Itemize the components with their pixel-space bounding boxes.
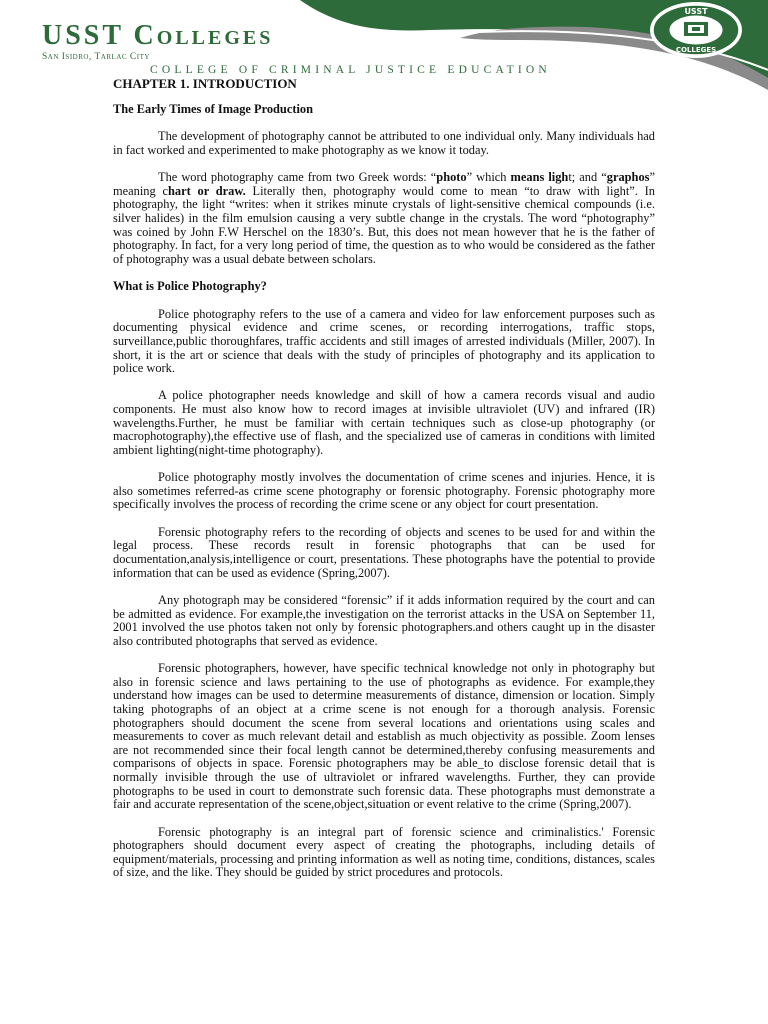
- paragraph-7: Any photograph may be considered “forensic” if it adds information required by the court and can be admitted as evidence. For example,the investigation on the terrorist attacks in the USA on September 11, 2001 involved the use photos taken not only by forensic photographers.and others caught up in the disaster also contributed photographs that served as evidence.: [113, 593, 655, 648]
- chapter-title: CHAPTER 1. INTRODUCTION: [113, 76, 297, 91]
- paragraph-4: A police photographer needs knowledge and skill of how a camera records visual and audio components. He must also know how to record images at invisible ultraviolet (UV) and infrared (IR) wavelengths.Further, he must be familiar with certain techniques such as close-up photography (or macrophotography),the effective use of flash, and the specialized use of cameras in conditions with limited ambient lighting(night-time photography).: [113, 388, 655, 457]
- paragraph-6: Forensic photography refers to the recording of objects and scenes to be used for and within the legal process. These records result in forensic photographs that can be used for documentation,analysis,intelligence or court, presentations. These photographs have the potential to provide information that can be used as evidence (Spring,2007).: [113, 524, 655, 580]
- paragraph-2: [113, 171, 655, 266]
- document-body: [113, 77, 655, 894]
- p2-term-chart-or-draw: hart or draw.: [167, 183, 246, 198]
- paragraph-9: Forensic photography is an integral part of forensic science and criminalistics.' Forensic photographers should document every aspect of creating the photographs, including details of equipment/materials, processing and printing information as well as noting time, conditions, distances, scales of size, and the like. They should be guided by strict procedures and protocols.: [113, 824, 655, 880]
- paragraph-1: The development of photography cannot be attributed to one individual only. Many individuals had in fact worked and experimented to make photography as we know it today.: [113, 129, 655, 157]
- p2-text-g: ” meaning c: [113, 170, 655, 198]
- p2-text-a: The word photography came from two Greek words: “: [158, 170, 437, 185]
- section-title-early-times: The Early Times of Image Production: [113, 101, 313, 116]
- p2-text-i: Literally then, photography would come to mean “to draw with light”. In photography, the light “writes: when it strikes minute crystals of light-sensitive chemical compounds (i.e. silver halides) in the film emulsion causing a very subtle change in the crystals. The word “photography” was coined by John F.W Herschel on the 1830’s. But, this does not mean however that he is the father of photography. In fact, for a very long period of time, the question as to who would be considered as the father of photography was a usual debate between scholars.: [113, 183, 656, 266]
- paragraph-5: Police photography mostly involves the documentation of crime scenes and injuries. Hence, it is also sometimes referred-as crime scene photography or forensic photography. Forensic photography more specifically involves the process of recording the crime scene or any object for court presentation.: [113, 470, 655, 512]
- p2-text-c: ” which: [466, 170, 511, 185]
- paragraph-3: Police photography refers to the use of a camera and video for law enforcement purposes such as documenting physical evidence and crime scenes, or recording interrogations, traffic stops, surveillance,public thoroughfares, traffic accidents and still images of arrested individuals (Miller, 2007). In short, it is the art or science that deals with the study of principles of photography and its application to police work.: [113, 306, 655, 376]
- brand-location: San Isidro, Tarlac City: [42, 52, 150, 62]
- p2-term-graphos: graphos: [606, 170, 650, 185]
- p2-term-means-light: means ligh: [510, 170, 569, 185]
- college-name: COLLEGE OF CRIMINAL JUSTICE EDUCATION: [150, 64, 551, 76]
- p2-term-photo: photo: [436, 170, 467, 185]
- college-seal-logo: [648, 2, 744, 62]
- brand-name: USST Colleges: [42, 20, 274, 51]
- brand-block: [42, 22, 273, 62]
- section-title-police-photography: What is Police Photography?: [113, 279, 267, 294]
- paragraph-8: Forensic photographers, however, have specific technical knowledge not only in photography but also in forensic science and laws pertaining to the use of photographs as evidence. For example,they understand how images can be used to determine measurements of distance, dimension or location. Simply taking photographs of an object at a crime scene is not enough for a thorough analysis. Forensic photographers should document the scene from several locations and orientations using scales and measurements to cover as much relevant detail and establish as much objectivity as possible. Zoom lenses are not recommended since their focal length cannot be determined,thereby confusing measurements and comparisons of objects in space. Forensic photographers may be able_to disclose forensic detail that is normally invisible through the use of ultraviolet or infrared wavelengths. Further, they can provide photographs to be used in court to demonstrate such forensic data. These photographs must demonstrate a fair and accurate representation of the scene,object,situation or event relative to the crime (Spring,2007).: [113, 661, 655, 812]
- p2-text-e: t; and “: [568, 170, 607, 185]
- seal-text-bottom: COLLEGES: [675, 46, 717, 54]
- seal-text-top: USST: [684, 7, 708, 16]
